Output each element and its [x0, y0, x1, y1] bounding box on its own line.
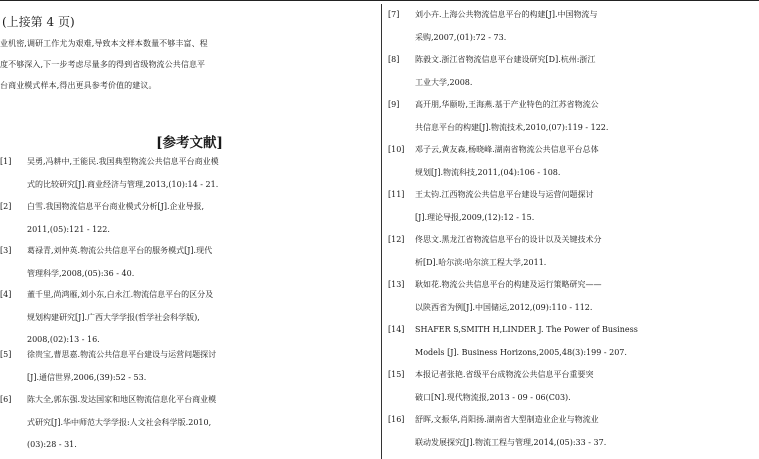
reference-number: [15] [388, 370, 405, 379]
reference-text: 陈毅文.浙江省物流信息平台建设研究[D].杭州:浙江 [415, 55, 596, 64]
reference-10 [388, 139, 759, 184]
reference-text: [J].通信世界,2006,(39):52 - 53. [27, 372, 147, 382]
reference-number: [13] [388, 280, 405, 289]
reference-number: [16] [388, 415, 405, 424]
reference-number: [8] [388, 55, 400, 64]
body-line: 业机密,调研工作尤为艰难,导致本文样本数量不够丰富、程 [0, 39, 208, 48]
reference-4 [0, 284, 379, 352]
reference-number: [6] [0, 395, 12, 404]
reference-6 [0, 389, 379, 457]
continued-from-page-note: (上接第 4 页) [2, 15, 75, 29]
reference-text: 式研究[J].华中师范大学学报:人文社会科学版.2010, [27, 417, 212, 427]
reference-11 [388, 184, 759, 229]
reference-1 [0, 151, 379, 196]
column-divider [381, 4, 382, 459]
reference-text: 以陕西省为例[J].中国储运,2012,(09):110 - 112. [415, 302, 593, 312]
reference-text: 刘小卉.上海公共物流信息平台的构建[J].中国物流与 [415, 10, 598, 19]
reference-5 [0, 344, 379, 389]
reference-3 [0, 240, 379, 285]
reference-number: [12] [388, 235, 405, 244]
reference-text: 高开朋,华颐吩,王海燕.基于产业特色的江苏省物流公 [415, 100, 599, 109]
reference-text: 联动发展探究[J].物流工程与管理,2014,(05):33 - 37. [415, 437, 607, 447]
reference-number: [11] [388, 190, 405, 199]
reference-text: 共信息平台的构建[J].物流技术,2010,(07):119 - 122. [415, 122, 609, 132]
reference-text: 本报记者张艳.省级平台成物流公共信息平台重要突 [415, 370, 594, 379]
reference-text: 规划[J].物流科技,2011,(04):106 - 108. [415, 167, 561, 177]
reference-9 [388, 94, 759, 139]
reference-text: Models [J]. Business Horizons,2005,48(3):199 - 207. [415, 347, 627, 357]
reference-text: 董千里,尚鸿雁,刘小东,白永江.物流信息平台的区分及 [27, 290, 214, 299]
reference-number: [3] [0, 246, 12, 255]
reference-text: 采购,2007,(01):72 - 73. [415, 32, 507, 42]
reference-text: 佟思文.黑龙江省物流信息平台的设计以及关键技术分 [415, 235, 602, 244]
reference-13 [388, 274, 759, 319]
reference-text: 耿如花.物流公共信息平台的构建及运行策略研究—— [415, 280, 602, 289]
reference-text: 邓子云,黄友森,杨晓峰.湖南省物流公共信息平台总体 [415, 145, 599, 154]
reference-text: 白雪.我国物流信息平台商业模式分析[J].企业导报, [27, 202, 205, 211]
reference-number: [2] [0, 202, 12, 211]
reference-15 [388, 364, 759, 409]
reference-number: [9] [388, 100, 400, 109]
reference-text: 析[D].哈尔滨:哈尔滨工程大学,2011. [415, 257, 547, 267]
reference-number: [4] [0, 290, 12, 299]
reference-12 [388, 229, 759, 274]
reference-text: 王太钧.江西物流公共信息平台建设与运营问题探讨 [415, 190, 594, 199]
reference-text: [J].理论导报,2009,(12):12 - 15. [415, 212, 535, 222]
reference-2 [0, 196, 379, 241]
reference-text: 舒晖,文振华,肖阳扬.湖南省大型制造业企业与物流业 [415, 415, 599, 424]
left-column [0, 0, 379, 459]
body-paragraph [0, 33, 379, 96]
reference-number: [7] [388, 10, 400, 19]
body-line: 度不够深入,下一步考虑尽量多的得到省级物流公共信息平 [0, 60, 206, 69]
body-line: 台商业模式样本,得出更具参考价值的建议。 [0, 81, 157, 90]
reference-text: 2011,(05):121 - 122. [27, 224, 110, 234]
reference-8 [388, 49, 759, 94]
reference-text: 管理科学,2008,(05):36 - 40. [27, 268, 135, 278]
reference-text: 破口[N].现代物流报,2013 - 09 - 06(C03). [415, 392, 571, 402]
reference-text: 2008,(02):13 - 16. [27, 335, 100, 344]
reference-number: [14] [388, 325, 405, 334]
reference-text: 式的比较研究[J].商业经济与管理,2013,(10):14 - 21. [27, 179, 219, 189]
reference-text: 葛禄青,刘仲英.物流公共信息平台的服务模式[J].现代 [27, 246, 213, 255]
reference-text: 规划构建研究[J].广西大学学报(哲学社会科学版), [27, 312, 200, 322]
reference-text: 陈大全,郭东强.发达国家和地区物流信息化平台商业模 [27, 395, 217, 404]
reference-16 [388, 409, 759, 454]
reference-number: [5] [0, 350, 12, 359]
right-column [388, 0, 759, 459]
reference-text: SHAFER S,SMITH H,LINDER J. The Power of Business [415, 325, 638, 334]
reference-text: 徐贵宝,曹思嘉.物流公共信息平台建设与运营问题探讨 [27, 350, 217, 359]
reference-number: [1] [0, 157, 12, 166]
references-heading: [参考文献] [156, 135, 223, 151]
reference-14 [388, 319, 759, 364]
reference-7 [388, 4, 759, 49]
reference-text: (03):28 - 31. [27, 440, 77, 449]
reference-text: 吴勇,冯耕中,王能民.我国典型物流公共信息平台商业模 [27, 157, 219, 166]
reference-number: [10] [388, 145, 405, 154]
reference-text: 工业大学,2008. [415, 77, 473, 87]
